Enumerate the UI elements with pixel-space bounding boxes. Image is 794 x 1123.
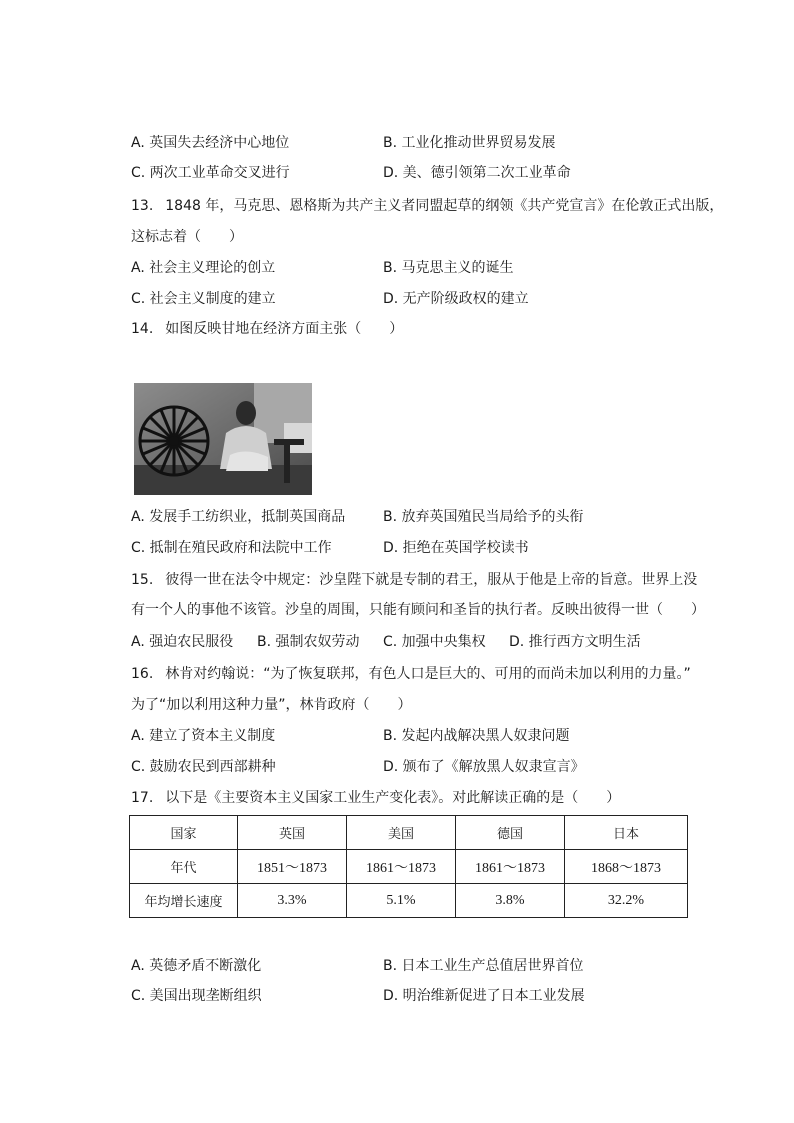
q12-option-b: B. 工业化推动世界贸易发展 <box>383 135 556 151</box>
q12-option-a: A. 英国失去经济中心地位 <box>131 135 290 151</box>
table-cell: 1861～1873 <box>456 850 565 884</box>
q15-option-b: B. 强制农奴劳动 <box>257 634 360 650</box>
q12-option-d: D. 美、德引领第二次工业革命 <box>383 165 571 181</box>
table-row <box>130 816 688 850</box>
q16-stem-line1 <box>131 664 691 684</box>
table-row <box>130 884 688 918</box>
table-cell: 德国 <box>456 816 565 850</box>
q13-stem-line2: 这标志着（ ） <box>131 229 243 245</box>
q14-stem-text: 如图反映甘地在经济方面主张（ ） <box>165 321 404 337</box>
q14-number: 14. <box>131 321 154 337</box>
table-cell: 美国 <box>347 816 456 850</box>
table-cell: 1851～1873 <box>238 850 347 884</box>
q17-number: 17. <box>131 790 154 806</box>
q15-option-d: D. 推行西方文明生活 <box>509 634 641 650</box>
q13-option-a: A. 社会主义理论的创立 <box>131 260 276 276</box>
table-cell: 3.8% <box>456 884 565 918</box>
q16-option-b: B. 发起内战解决黑人奴隶问题 <box>383 728 570 744</box>
q13-option-d: D. 无产阶级政权的建立 <box>383 291 529 307</box>
q15-stem-line1 <box>131 570 697 590</box>
q15-number: 15. <box>131 572 154 588</box>
table-cell: 国家 <box>130 816 238 850</box>
q17-stem <box>131 788 620 808</box>
industrial-production-table <box>129 815 688 918</box>
table-cell: 3.3% <box>238 884 347 918</box>
q16-option-d: D. 颁布了《解放黑人奴隶宣言》 <box>383 759 585 775</box>
q16-stem-text: 林肯对约翰说：“为了恢复联邦，有色人口是巨大的、可用的而尚未加以利用的力量。” <box>165 666 691 682</box>
q13-option-b: B. 马克思主义的诞生 <box>383 260 514 276</box>
q13-option-c: C. 社会主义制度的建立 <box>131 291 276 307</box>
gandhi-spinning-wheel-photo <box>134 383 312 495</box>
q15-option-a: A. 强迫农民服役 <box>131 634 234 650</box>
q15-option-c: C. 加强中央集权 <box>383 634 486 650</box>
table-cell: 5.1% <box>347 884 456 918</box>
q13-stem-text: 1848 年，马克思、恩格斯为共产主义者同盟起草的纲领《共产党宣言》在伦敦正式出版， <box>165 198 724 214</box>
q14-option-d: D. 拒绝在英国学校读书 <box>383 540 529 556</box>
q13-stem-line1 <box>131 196 723 216</box>
q13-number: 13. <box>131 198 154 214</box>
table-cell: 年均增长速度 <box>130 884 238 918</box>
q14-option-a: A. 发展手工纺织业，抵制英国商品 <box>131 509 346 525</box>
table-cell: 1868～1873 <box>565 850 688 884</box>
q14-stem <box>131 319 403 339</box>
q17-option-b: B. 日本工业生产总值居世界首位 <box>383 958 584 974</box>
q17-option-a: A. 英德矛盾不断激化 <box>131 958 262 974</box>
q16-number: 16. <box>131 666 154 682</box>
table-cell: 32.2% <box>565 884 688 918</box>
table-cell: 年代 <box>130 850 238 884</box>
q15-stem-line2: 有一个人的事他不该管。沙皇的周围，只能有顾问和圣旨的执行者。反映出彼得一世（ ） <box>131 602 705 618</box>
q14-option-b: B. 放弃英国殖民当局给予的头衔 <box>383 509 584 525</box>
table-cell: 日本 <box>565 816 688 850</box>
table-cell: 1861～1873 <box>347 850 456 884</box>
q14-option-c: C. 抵制在殖民政府和法院中工作 <box>131 540 332 556</box>
table-row <box>130 850 688 884</box>
q16-option-c: C. 鼓励农民到西部耕种 <box>131 759 276 775</box>
q15-stem-text: 彼得一世在法令中规定：沙皇陛下就是专制的君王，服从于他是上帝的旨意。世界上没 <box>165 572 698 588</box>
q17-option-c: C. 美国出现垄断组织 <box>131 988 262 1004</box>
q12-option-c: C. 两次工业革命交叉进行 <box>131 165 290 181</box>
table-cell: 英国 <box>238 816 347 850</box>
q17-stem-text: 以下是《主要资本主义国家工业生产变化表》。对此解读正确的是（ ） <box>165 790 621 806</box>
q16-stem-line2: 为了“加以利用这种力量”，林肯政府（ ） <box>131 697 412 713</box>
q17-option-d: D. 明治维新促进了日本工业发展 <box>383 988 585 1004</box>
q16-option-a: A. 建立了资本主义制度 <box>131 728 276 744</box>
